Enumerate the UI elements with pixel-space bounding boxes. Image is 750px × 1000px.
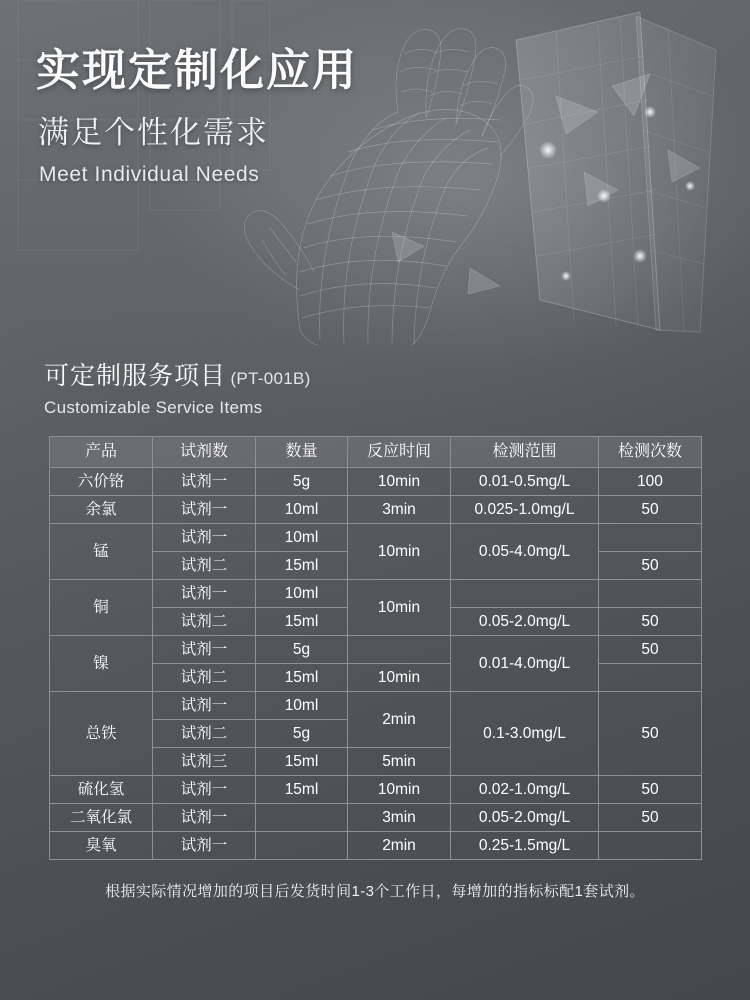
section-product-code: (PT-001B) bbox=[230, 369, 311, 388]
cell-reagent: 试剂一 bbox=[153, 636, 256, 664]
cell-reagent: 试剂一 bbox=[153, 580, 256, 608]
cell-amount: 5g bbox=[256, 468, 348, 496]
cell-amount: 5g bbox=[256, 636, 348, 664]
col-header-product: 产品 bbox=[50, 437, 153, 468]
cell-range: 0.01-0.5mg/L bbox=[451, 468, 599, 496]
cell-reagent: 试剂一 bbox=[153, 468, 256, 496]
cell-count: 50 bbox=[599, 776, 702, 804]
cell-amount: 10ml bbox=[256, 692, 348, 720]
cell-time: 10min bbox=[348, 468, 451, 496]
section-title-en: Customizable Service Items bbox=[44, 398, 263, 417]
page-title: 实现定制化应用 bbox=[36, 46, 358, 95]
cell-reagent: 试剂二 bbox=[153, 608, 256, 636]
cell-time: 3min bbox=[348, 496, 451, 524]
cell-time: 3min bbox=[348, 804, 451, 832]
spec-table bbox=[49, 436, 702, 860]
table-row bbox=[50, 468, 702, 496]
cell-reagent: 试剂一 bbox=[153, 804, 256, 832]
cell-reagent: 试剂二 bbox=[153, 664, 256, 692]
table-row bbox=[50, 804, 702, 832]
cell-reagent: 试剂二 bbox=[153, 552, 256, 580]
cell-product: 臭氧 bbox=[50, 832, 153, 860]
cell-reagent: 试剂一 bbox=[153, 832, 256, 860]
cell-product: 二氧化氯 bbox=[50, 804, 153, 832]
footnote: 根据实际情况增加的项目后发货时间1-3个工作日，每增加的指标标配1套试剂。 bbox=[105, 883, 645, 900]
cell-reagent: 试剂一 bbox=[153, 496, 256, 524]
cell-time: 10min bbox=[348, 776, 451, 804]
cell-amount: 15ml bbox=[256, 776, 348, 804]
table-row bbox=[50, 636, 702, 664]
cell-count: 50 bbox=[599, 496, 702, 524]
cell-amount: 10ml bbox=[256, 580, 348, 608]
section-heading bbox=[44, 356, 311, 418]
cell-range: 0.05-4.0mg/L bbox=[451, 524, 599, 580]
cell-count: 50 bbox=[599, 692, 702, 776]
cell-reagent: 试剂一 bbox=[153, 524, 256, 552]
cell-product: 镍 bbox=[50, 636, 153, 692]
header bbox=[36, 46, 358, 187]
cell-count-empty bbox=[599, 524, 702, 552]
cell-count: 50 bbox=[599, 608, 702, 636]
cell-time: 5min bbox=[348, 748, 451, 776]
cell-amount: 5g bbox=[256, 720, 348, 748]
table-row bbox=[50, 524, 702, 552]
table-row bbox=[50, 776, 702, 804]
cell-amount: 15ml bbox=[256, 608, 348, 636]
page-subtitle-en: Meet Individual Needs bbox=[39, 162, 260, 186]
col-header-time: 反应时间 bbox=[348, 437, 451, 468]
cell-amount-empty bbox=[256, 832, 348, 860]
cell-time: 2min bbox=[348, 692, 451, 748]
cell-range: 0.1-3.0mg/L bbox=[451, 692, 599, 776]
cell-time-empty bbox=[348, 636, 451, 664]
table-row bbox=[50, 496, 702, 524]
table-header-row bbox=[50, 437, 702, 468]
table-row bbox=[50, 692, 702, 720]
cell-range: 0.05-2.0mg/L bbox=[451, 608, 599, 636]
cell-time: 10min bbox=[348, 580, 451, 636]
cell-count: 50 bbox=[599, 636, 702, 664]
cell-product: 六价铬 bbox=[50, 468, 153, 496]
cell-range-empty bbox=[451, 580, 599, 608]
cell-amount: 10ml bbox=[256, 496, 348, 524]
section-title-cn: 可定制服务项目 bbox=[44, 362, 227, 390]
table-row bbox=[50, 832, 702, 860]
cell-amount-empty bbox=[256, 804, 348, 832]
spec-table-container bbox=[49, 436, 701, 860]
cell-range: 0.01-4.0mg/L bbox=[451, 636, 599, 692]
page-subtitle-cn: 满足个性化需求 bbox=[38, 114, 269, 150]
table-body bbox=[50, 468, 702, 860]
cell-amount: 15ml bbox=[256, 664, 348, 692]
cell-amount: 10ml bbox=[256, 524, 348, 552]
cell-product: 铜 bbox=[50, 580, 153, 636]
cell-count-empty bbox=[599, 664, 702, 692]
cell-range: 0.05-2.0mg/L bbox=[451, 804, 599, 832]
cell-amount: 15ml bbox=[256, 552, 348, 580]
cell-range: 0.25-1.5mg/L bbox=[451, 832, 599, 860]
cell-reagent: 试剂二 bbox=[153, 720, 256, 748]
cell-reagent: 试剂三 bbox=[153, 748, 256, 776]
cell-amount: 15ml bbox=[256, 748, 348, 776]
cell-count: 50 bbox=[599, 552, 702, 580]
cell-count: 50 bbox=[599, 804, 702, 832]
cell-product: 总铁 bbox=[50, 692, 153, 776]
cell-product: 锰 bbox=[50, 524, 153, 580]
table-head bbox=[50, 437, 702, 468]
cell-time: 10min bbox=[348, 524, 451, 580]
col-header-range: 检测范围 bbox=[451, 437, 599, 468]
cell-reagent: 试剂一 bbox=[153, 776, 256, 804]
cell-time: 2min bbox=[348, 832, 451, 860]
cell-count: 100 bbox=[599, 468, 702, 496]
cell-reagent: 试剂一 bbox=[153, 692, 256, 720]
cell-count-empty bbox=[599, 832, 702, 860]
cell-range: 0.02-1.0mg/L bbox=[451, 776, 599, 804]
cell-product: 硫化氢 bbox=[50, 776, 153, 804]
table-row bbox=[50, 580, 702, 608]
col-header-amount: 数量 bbox=[256, 437, 348, 468]
col-header-count: 检测次数 bbox=[599, 437, 702, 468]
cell-count-empty bbox=[599, 580, 702, 608]
col-header-reagent: 试剂数 bbox=[153, 437, 256, 468]
cell-time: 10min bbox=[348, 664, 451, 692]
cell-product: 余氯 bbox=[50, 496, 153, 524]
cell-range: 0.025-1.0mg/L bbox=[451, 496, 599, 524]
